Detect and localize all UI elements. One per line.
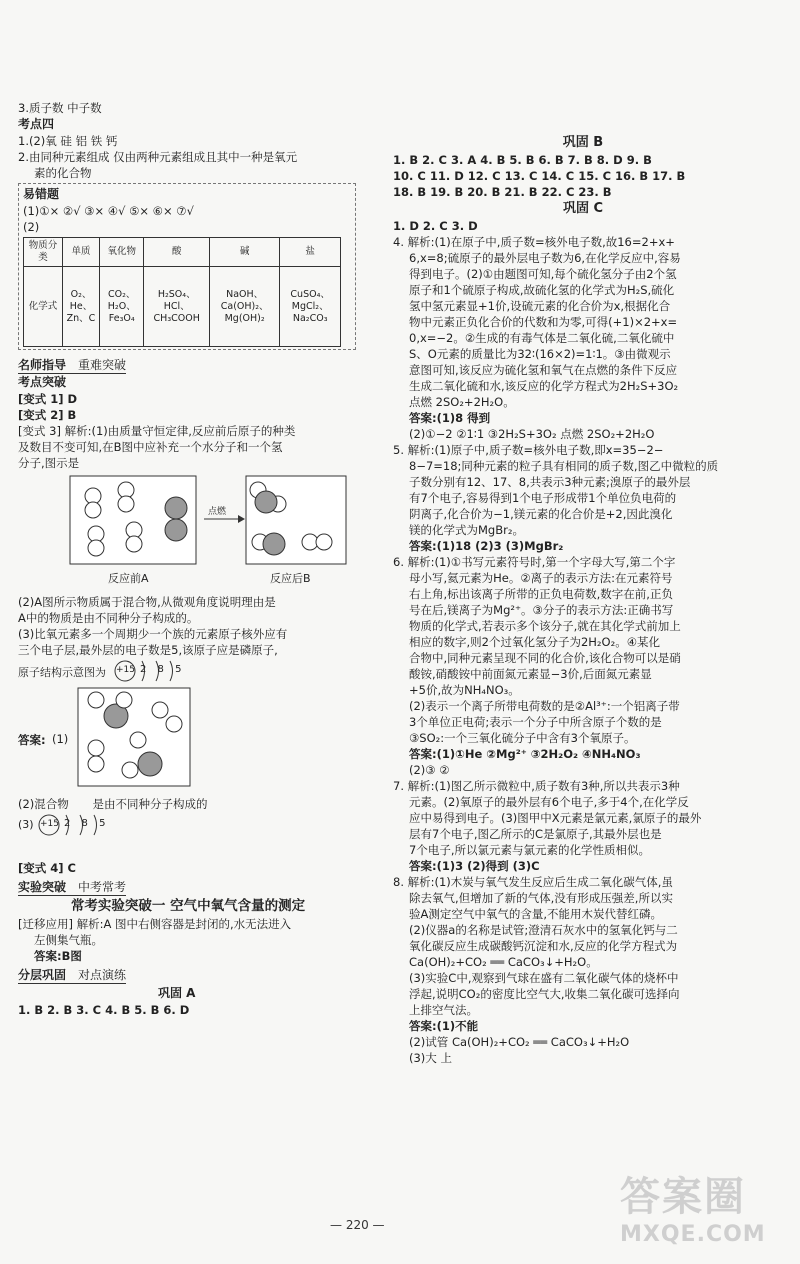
nucleus-charge: +15 bbox=[40, 819, 59, 829]
text-line: 号在后,镁离子为Mg²⁺。③分子的表示方法:正确书写 bbox=[409, 603, 674, 617]
consolidation-c-heading: 巩固 C bbox=[562, 201, 604, 216]
answer-line: (2)③ ② bbox=[409, 763, 450, 777]
answer-line: (1)①× ②√ ③× ④√ ⑤× ⑥× ⑦√ bbox=[23, 204, 194, 218]
answer-molecule-svg bbox=[76, 686, 196, 790]
answer-line: 分子,图示是 bbox=[18, 456, 80, 470]
answer-line: [变式 3] 解析:(1)由质量守恒定律,反应前后原子的种类 bbox=[18, 424, 296, 438]
answer-line bbox=[18, 796, 358, 812]
text-line: 物中元素正负化合价的代数和为零,可得(+1)×2+x= bbox=[409, 315, 678, 329]
text-line: 氧化碳反应生成碳酸钙沉淀和水,反应的化学方程式为 bbox=[409, 939, 678, 953]
table-row bbox=[24, 267, 341, 347]
answer-line: (3)比氧元素多一个周期少一个族的元素原子核外应有 bbox=[18, 627, 288, 641]
text-line: 氢中氢元素显+1价,设硫元素的化合价为x,根据化合 bbox=[409, 299, 671, 313]
text-line: 母小写,氦元素为He。②离子的表示方法:在元素符号 bbox=[409, 571, 673, 585]
after-label: 反应后B bbox=[270, 572, 311, 585]
table-header-cell: 单质 bbox=[63, 238, 100, 267]
section-heading: 考点四 bbox=[18, 117, 55, 131]
watermark-logo bbox=[620, 1165, 790, 1255]
text-line: 8−7=18;同种元素的粒子具有相同的质子数,图乙中微粒的质 bbox=[409, 459, 719, 473]
text-line: 7个电子,所以氯元素与氯元素的化学性质相似。 bbox=[409, 843, 650, 857]
answer-line: 三个电子层,最外层的电子数是5,该原子应是磷原子, bbox=[18, 643, 278, 657]
text-line: 镁的化学式为MgBr₂。 bbox=[409, 523, 524, 537]
banner-subtitle: 对点演练 bbox=[78, 968, 127, 982]
banner-subtitle: 重难突破 bbox=[78, 358, 127, 372]
watermark-top: 答案圈 bbox=[620, 1174, 746, 1220]
table-cell: CuSO₄、MgCl₂、Na₂CO₃ bbox=[280, 267, 341, 347]
text-line: 4. 解析:(1)在原子中,质子数=核外电子数,故16=2+x+ bbox=[393, 235, 675, 249]
text-line: 子数分别有12、17、8,共表示3种元素;溴原子的最外层 bbox=[409, 475, 691, 489]
question-7 bbox=[393, 778, 773, 874]
text-line: 6,x=8;硫原子的最外层电子数为6,在化学反应中,容易 bbox=[409, 251, 681, 265]
answer-line: 答案:(1)8 得到 bbox=[409, 411, 491, 425]
answer-line: 1. B 2. B 3. C 4. B 5. B 6. D bbox=[18, 1003, 190, 1017]
before-label: 反应前A bbox=[108, 572, 149, 585]
right-column bbox=[393, 134, 773, 1066]
experiment-title: 常考实验突破一 空气中氧气含量的测定 bbox=[70, 898, 306, 914]
ignite-label: 点燃 bbox=[208, 507, 227, 517]
watermark-bottom: MXQE.COM bbox=[620, 1222, 766, 1247]
text-line: 阴离子,化合价为−1,镁元素的化合价是+2,因此溴化 bbox=[409, 507, 673, 521]
electron-shells: 2 8 5 bbox=[64, 818, 110, 829]
answer-line: 10. C 11. D 12. C 13. C 14. C 15. C 16. B 17. B bbox=[393, 169, 686, 183]
answer-text: 是由不同种分子构成的 bbox=[92, 797, 208, 811]
text-line: 点燃 2SO₂+2H₂O。 bbox=[409, 395, 515, 409]
text-line: (2)仪器a的名称是试管;澄清石灰水中的氢氧化钙与二 bbox=[409, 923, 678, 937]
text-line: 7. 解析:(1)图乙所示微粒中,质子数有3种,所以共表示3种 bbox=[393, 779, 680, 793]
section-banner bbox=[18, 356, 126, 374]
answer-line: (2)试管 Ca(OH)₂+CO₂ ══ CaCO₃↓+H₂O bbox=[409, 1035, 630, 1049]
left-column bbox=[18, 100, 358, 1018]
text-line: 原子和1个硫原子构成,故硫化氢的化学式为H₂S,硫化 bbox=[409, 283, 675, 297]
section-banner bbox=[18, 966, 126, 984]
text-line: 物质的化学式,若表示多个该分子,就在其化学式前加上 bbox=[409, 619, 681, 633]
question-8 bbox=[393, 874, 773, 1066]
answer-label: 答案: bbox=[18, 733, 46, 747]
arrow-head bbox=[238, 515, 245, 523]
banner-subtitle: 中考常考 bbox=[78, 880, 127, 894]
section-banner bbox=[18, 878, 126, 896]
text-line: ③SO₂:一个三氧化硫分子中含有3个氧原子。 bbox=[409, 731, 636, 745]
text-line: 3个单位正电荷;表示一个分子中所含原子个数的是 bbox=[409, 715, 662, 729]
answer-line: 1. B 2. C 3. A 4. B 5. B 6. B 7. B 8. D 9. B bbox=[393, 153, 652, 167]
text-line: 合物中,同种元素呈现不同的化合价,该化合物可以是硝 bbox=[409, 651, 681, 665]
text-line: S、O元素的质量比为32∶(16×2)=1∶1。③由微观示 bbox=[409, 347, 671, 361]
answer-line: [变式 1] D bbox=[18, 392, 78, 406]
answer-line: 18. B 19. B 20. B 21. B 22. C 23. B bbox=[393, 185, 612, 199]
answer-line: 素的化合物 bbox=[34, 166, 92, 180]
banner-title: 实验突破 bbox=[18, 880, 67, 894]
answer-diagram bbox=[18, 684, 358, 796]
answer-part-label: (1) bbox=[52, 732, 69, 746]
page-number: — 220 — bbox=[330, 1218, 385, 1232]
text-line: 意图可知,该反应为硫化氢和氧气在点燃的条件下反应 bbox=[409, 363, 678, 377]
box-heading: 易错题 bbox=[23, 187, 60, 201]
table-cell: NaOH、Ca(OH)₂、Mg(OH)₂ bbox=[209, 267, 279, 347]
text-line: 上排空气法。 bbox=[409, 1003, 478, 1017]
consolidation-b-heading: 巩固 B bbox=[562, 135, 604, 150]
consolidation-a-heading: 巩固 A bbox=[158, 986, 196, 1000]
section-heading: 考点突破 bbox=[18, 375, 67, 389]
banner-title: 分层巩固 bbox=[18, 968, 67, 982]
answer-line: [变式 2] B bbox=[18, 408, 77, 422]
answer-line: 3.质子数 中子数 bbox=[18, 101, 102, 115]
text-line: 元素。(2)氧原子的最外层有6个电子,多于4个,在化学反 bbox=[409, 795, 689, 809]
answer-line: (2) bbox=[23, 220, 40, 234]
answer-line: [迁移应用] 解析:A 图中右侧容器是封闭的,水无法进入 bbox=[18, 917, 292, 931]
question-4 bbox=[393, 234, 773, 442]
table-header-cell: 物质分类 bbox=[24, 238, 63, 267]
structure-label: 原子结构示意图为 bbox=[18, 666, 106, 679]
answer-line: 左侧集气瓶。 bbox=[34, 933, 103, 947]
text-line: Ca(OH)₂+CO₂ ══ CaCO₃↓+H₂O。 bbox=[409, 955, 598, 969]
text-line: 相应的数字,则2个过氧化氢分子为2H₂O₂。④某化 bbox=[409, 635, 661, 649]
answer-line: 1.(2)氧 硅 铝 铁 钙 bbox=[18, 134, 118, 148]
text-line: 层有7个电子,图乙所示的C是氯原子,其最外层也是 bbox=[409, 827, 662, 841]
text-line: (3)实验C中,观察到气球在盛有二氧化碳气体的烧杯中 bbox=[409, 971, 679, 985]
table-cell: CO₂、H₂O、Fe₃O₄ bbox=[100, 267, 144, 347]
answer-line: 2.由同种元素组成 仅由两种元素组成且其中一种是氧元 bbox=[18, 150, 298, 164]
text-line: 验A测定空气中氧气的含量,不能用木炭代替红磷。 bbox=[409, 907, 663, 921]
text-line: 应中易得到电子。(3)图甲中X元素是氯元素,氯原子的最外 bbox=[409, 811, 702, 825]
table-header-row bbox=[24, 238, 341, 267]
table-header-cell: 盐 bbox=[280, 238, 341, 267]
answer-line: 及数目不变可知,在B图中应补充一个水分子和一个氢 bbox=[18, 440, 283, 454]
table-header-cell: 氧化物 bbox=[100, 238, 144, 267]
answer-structure-row bbox=[18, 812, 358, 838]
question-5 bbox=[393, 442, 773, 554]
table-header-cell: 碱 bbox=[209, 238, 279, 267]
text-line: 得到电子。(2)①由题图可知,每个硫化氢分子由2个氢 bbox=[409, 267, 677, 281]
answer-part-label: (3) bbox=[18, 818, 34, 831]
answer-text: (2)混合物 bbox=[18, 797, 69, 811]
classification-table bbox=[23, 237, 341, 347]
text-line: 0,x=−2。②生成的有毒气体是二氧化硫,二氧化硫中 bbox=[409, 331, 675, 345]
atom-structure-row bbox=[18, 658, 358, 684]
banner-title: 名师指导 bbox=[18, 358, 67, 372]
answer-line: (2)A图所示物质属于混合物,从微观角度说明理由是 bbox=[18, 595, 276, 609]
nucleus-charge: +15 bbox=[116, 665, 135, 675]
text-line: 浮起,说明CO₂的密度比空气大,收集二氧化碳可选择向 bbox=[409, 987, 680, 1001]
answer-line: 1. D 2. C 3. D bbox=[393, 219, 478, 233]
row-label-cell: 化学式 bbox=[24, 267, 63, 347]
table-cell: O₂、He、Zn、C bbox=[63, 267, 100, 347]
answer-line: (3)大 上 bbox=[409, 1051, 452, 1065]
answer-line: [变式 4] C bbox=[18, 861, 76, 875]
text-line: 8. 解析:(1)木炭与氧气发生反应后生成二氧化碳气体,虽 bbox=[393, 875, 673, 889]
text-line: 6. 解析:(1)①书写元素符号时,第一个字母大写,第二个字 bbox=[393, 555, 676, 569]
text-line: 有7个电子,容易得到1个电子形成带1个单位负电荷的 bbox=[409, 491, 677, 505]
table-header-cell: 酸 bbox=[144, 238, 210, 267]
text-line: +5价,故为NH₄NO₃。 bbox=[409, 683, 520, 697]
answer-line: 答案:(1)①He ②Mg²⁺ ③2H₂O₂ ④NH₄NO₃ bbox=[409, 747, 641, 761]
text-line: 酸铵,硝酸铵中前面氮元素显−3价,后面氮元素显 bbox=[409, 667, 652, 681]
text-line: 生成二氧化硫和水,该反应的化学方程式为2H₂S+3O₂ bbox=[409, 379, 679, 393]
text-line: 除去氧气,但增加了新的气体,没有形成压强差,所以实 bbox=[409, 891, 673, 905]
text-line: (2)表示一个离子所带电荷数的是②Al³⁺:一个铝离子带 bbox=[409, 699, 680, 713]
table-cell: H₂SO₄、HCl、CH₃COOH bbox=[144, 267, 210, 347]
electron-shells: 2 8 5 bbox=[140, 664, 186, 675]
answer-line: 答案:(1)不能 bbox=[409, 1019, 479, 1033]
text-line: 右上角,标出该离子所带的正负电荷数,数字在前,正负 bbox=[409, 587, 673, 601]
text-line: 5. 解析:(1)原子中,质子数=核外电子数,即x=35−2− bbox=[393, 443, 664, 457]
error-prone-box bbox=[18, 183, 356, 350]
question-6 bbox=[393, 554, 773, 778]
answer-line: 答案:(1)18 (2)3 (3)MgBr₂ bbox=[409, 539, 564, 553]
answer-line: 答案:(1)3 (2)得到 (3)C bbox=[409, 859, 540, 873]
answer-line: A中的物质是由不同种分子构成的。 bbox=[18, 611, 199, 625]
reaction-diagram-svg bbox=[48, 474, 348, 574]
answer-line: (2)①−2 ②1∶1 ③2H₂S+3O₂ 点燃 2SO₂+2H₂O bbox=[409, 427, 655, 441]
reaction-diagram bbox=[48, 474, 358, 592]
answer-line: 答案:B图 bbox=[34, 949, 82, 963]
